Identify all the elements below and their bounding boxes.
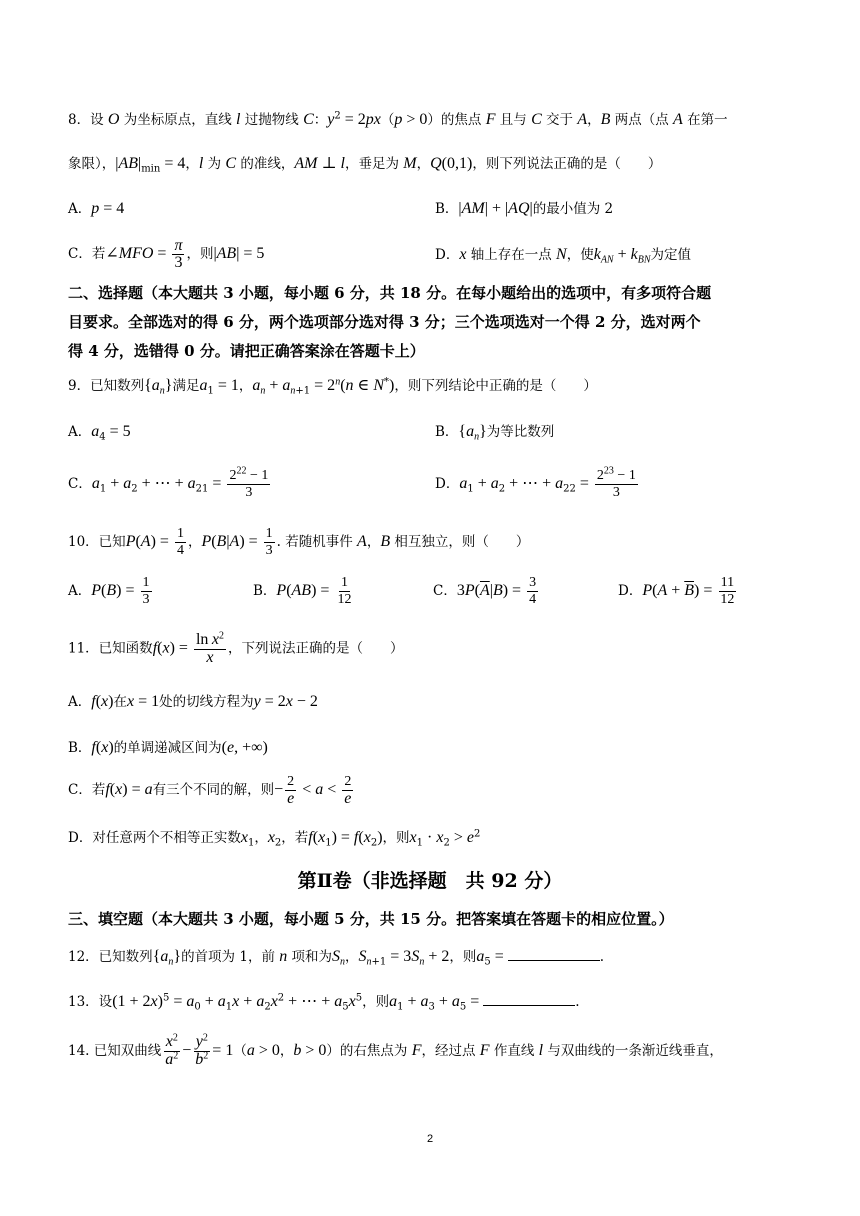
- q10-option-d: D．$P(A + \overline{B})$ = $\frac{11}{12}$: [618, 575, 735, 607]
- part2-title: 第Ⅱ卷（非选择题 共 92 分）: [297, 870, 563, 892]
- q9-option-a: A．$a_4 = 5$: [68, 423, 131, 443]
- q8-option-c: C．若∠MFO = $\frac{\pi}{3}$ ，则|AB| = 5: [68, 237, 265, 271]
- q10-stem: 10．已知P(A) = $\frac{1}{4}$ ，P(B|A) = $\frac{1}{3}$ . 若随机事件 A，B 相互独立，则（ ）: [68, 526, 530, 558]
- q8-line2: 象限），$|AB|_{min} = 4$，l 为 C 的准线，AM ⊥ l，垂足为 M，Q(0,1)，则下列说法正确的是（ ）: [68, 155, 662, 175]
- page-number: 2: [426, 1133, 434, 1145]
- q12-stem: 12．已知数列$\{a_n\}$的首项为 1，前 n 项和为$S_n$，$S_{n+1} = 3S_n + 2$，则$a_5$ = .: [68, 948, 605, 968]
- q10-option-c: C．$3P(\overline{A}|B)$ = $\frac{3}{4}$: [433, 575, 537, 607]
- q8-option-d: D．x 轴上存在一点 N，使$k_{AN} + k_{BN}$为定值: [435, 246, 692, 266]
- q11-option-a: A．f(x)在x = 1处的切线方程为y = 2x − 2: [68, 693, 318, 710]
- q11-option-b: B．f(x)的单调递减区间为(e, +∞): [68, 739, 268, 756]
- q10-option-b: B．P(AB) = $\frac{1}{12}$: [253, 575, 352, 607]
- section2-heading-line1: 二、选择题（本大题共 3 小题，每小题 6 分，共 18 分。在每小题给出的选项中，有多项符合题: [68, 284, 712, 302]
- section2-heading-line2: 目要求。全部选对的得 6 分，两个选项部分选对得 3 分；三个选项选对一个得 2 分，选对两个: [68, 313, 701, 331]
- q9-option-d: D．$a_1 + a_2$ + ⋯ + $a_{22}$ = $\frac{2^{23} - 1}{3}$: [435, 465, 636, 500]
- q8-option-a: A．p = 4: [68, 200, 125, 217]
- q9-option-b: B．$\{a_n\}$为等比数列: [435, 423, 555, 443]
- q13-stem: 13．设$(1 + 2x)^5 = a_0 + a_1x + a_2x^2$ + ⋯ + $a_5x^5$，则$a_1 + a_3 + a_5$ = .: [68, 992, 580, 1013]
- q8-line1: 8．设 O 为坐标原点，直线 l 过抛物线 C：$y^2 = 2px(p > 0)$的焦点 F 且与 C 交于 A，B 两点（点 A 在第一: [68, 110, 728, 128]
- q10-option-a: A．P(B) = $\frac{1}{3}$: [68, 575, 150, 607]
- q11-option-c: C．若f(x) = a有三个不同的解，则− $\frac{2}{e}$ < a < $\frac{2}{e}$: [68, 774, 352, 807]
- q9-option-c: C．$a_1 + a_2$ + ⋯ + $a_{21}$ = $\frac{2^{22} - 1}{3}$: [68, 465, 269, 500]
- section3-heading: 三、填空题（本大题共 3 小题，每小题 5 分，共 15 分。把答案填在答题卡的相应位置。）: [68, 910, 674, 928]
- q12-answer-blank[interactable]: [508, 946, 600, 961]
- q13-answer-blank[interactable]: [483, 991, 575, 1006]
- section2-heading-line3: 得 4 分，选错得 0 分。请把正确答案涂在答题卡上）: [68, 342, 425, 360]
- q14-stem: 14. 已知双曲线 $\frac{x^2}{a^2}$ − $\frac{y^2}{b^2}$ = 1（a > 0，b > 0）的右焦点为 F，经过点 F 作直线 l 与双曲线的一条渐近线垂直，: [68, 1032, 723, 1068]
- q9-stem: 9．已知数列$\{a_n\}$满足$a_1 = 1$，$a_n + a_{n+1} = 2^n(n$ ∈ N*)，则下列结论中正确的是（ ）: [68, 376, 597, 397]
- q8-option-b: B．|AM| + |AQ|的最小值为 2: [435, 200, 614, 217]
- q11-option-d: D．对任意两个不相等正实数$x_1$，$x_2$，若$f(x_1) = f(x_2)$，则$x_1 \cdot x_2 > e^2$: [68, 828, 481, 849]
- q11-stem: 11．已知函数f(x) = $\frac{\ln x^2}{x}$ ，下列说法正确的是（ ）: [68, 630, 404, 666]
